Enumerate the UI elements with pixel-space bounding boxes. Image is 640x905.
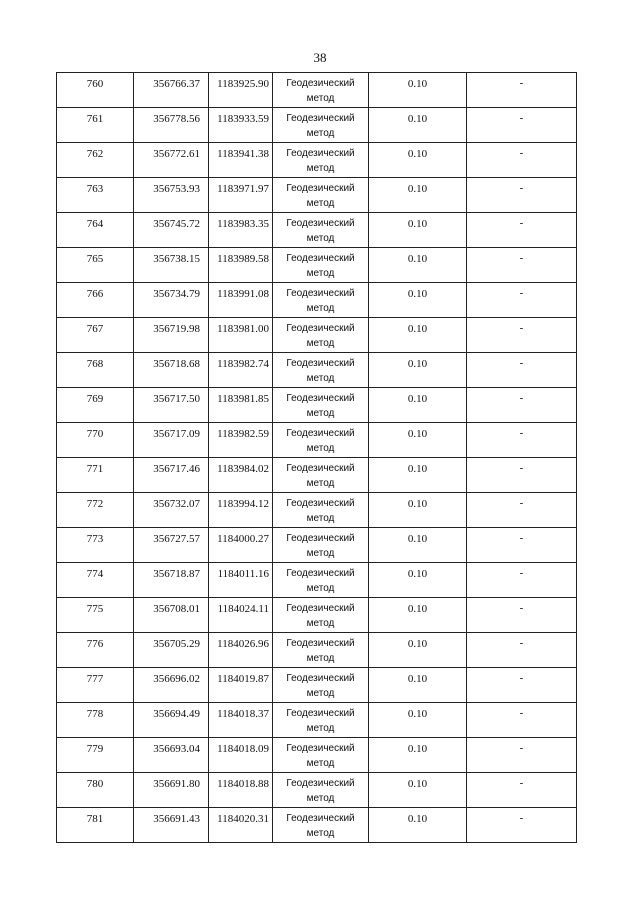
accuracy-cell: 0.10 (369, 493, 467, 528)
table-row (57, 703, 577, 738)
y-coordinate-cell: 1183941.38 (209, 143, 273, 178)
x-coordinate-cell: 356778.56 (134, 108, 209, 143)
y-coordinate-cell: 1183971.97 (209, 178, 273, 213)
x-coordinate-cell: 356753.93 (134, 178, 209, 213)
table-row (57, 458, 577, 493)
table-row (57, 808, 577, 843)
x-coordinate-cell: 356718.87 (134, 563, 209, 598)
point-number-cell: 768 (57, 353, 134, 388)
point-number-cell: 765 (57, 248, 134, 283)
x-coordinate-cell: 356693.04 (134, 738, 209, 773)
y-coordinate-cell: 1184011.16 (209, 563, 273, 598)
x-coordinate-cell: 356696.02 (134, 668, 209, 703)
accuracy-cell: 0.10 (369, 73, 467, 108)
accuracy-cell: 0.10 (369, 528, 467, 563)
note-cell: - (467, 808, 577, 843)
accuracy-cell: 0.10 (369, 668, 467, 703)
method-cell: Геодезический метод (273, 633, 369, 668)
accuracy-cell: 0.10 (369, 178, 467, 213)
table-row (57, 73, 577, 108)
method-cell: Геодезический метод (273, 108, 369, 143)
x-coordinate-cell: 356691.43 (134, 808, 209, 843)
x-coordinate-cell: 356717.09 (134, 423, 209, 458)
point-number-cell: 770 (57, 423, 134, 458)
table-row (57, 143, 577, 178)
y-coordinate-cell: 1184026.96 (209, 633, 273, 668)
y-coordinate-cell: 1183981.00 (209, 318, 273, 353)
y-coordinate-cell: 1183981.85 (209, 388, 273, 423)
note-cell: - (467, 703, 577, 738)
y-coordinate-cell: 1183933.59 (209, 108, 273, 143)
x-coordinate-cell: 356732.07 (134, 493, 209, 528)
note-cell: - (467, 108, 577, 143)
y-coordinate-cell: 1184018.09 (209, 738, 273, 773)
x-coordinate-cell: 356738.15 (134, 248, 209, 283)
method-cell: Геодезический метод (273, 178, 369, 213)
x-coordinate-cell: 356772.61 (134, 143, 209, 178)
note-cell: - (467, 388, 577, 423)
table-row (57, 633, 577, 668)
method-cell: Геодезический метод (273, 703, 369, 738)
method-cell: Геодезический метод (273, 353, 369, 388)
note-cell: - (467, 458, 577, 493)
y-coordinate-cell: 1184018.37 (209, 703, 273, 738)
y-coordinate-cell: 1183991.08 (209, 283, 273, 318)
point-number-cell: 780 (57, 773, 134, 808)
table-row (57, 423, 577, 458)
page-number: 38 (313, 50, 327, 65)
accuracy-cell: 0.10 (369, 423, 467, 458)
accuracy-cell: 0.10 (369, 808, 467, 843)
accuracy-cell: 0.10 (369, 563, 467, 598)
point-number-cell: 778 (57, 703, 134, 738)
method-cell: Геодезический метод (273, 493, 369, 528)
note-cell: - (467, 598, 577, 633)
table-row (57, 563, 577, 598)
note-cell: - (467, 318, 577, 353)
note-cell: - (467, 493, 577, 528)
point-number-cell: 762 (57, 143, 134, 178)
y-coordinate-cell: 1184020.31 (209, 808, 273, 843)
table-row (57, 528, 577, 563)
point-number-cell: 761 (57, 108, 134, 143)
table-row (57, 668, 577, 703)
accuracy-cell: 0.10 (369, 283, 467, 318)
table-row (57, 353, 577, 388)
method-cell: Геодезический метод (273, 458, 369, 493)
point-number-cell: 766 (57, 283, 134, 318)
table-row (57, 318, 577, 353)
point-number-cell: 776 (57, 633, 134, 668)
note-cell: - (467, 563, 577, 598)
x-coordinate-cell: 356705.29 (134, 633, 209, 668)
point-number-cell: 771 (57, 458, 134, 493)
point-number-cell: 764 (57, 213, 134, 248)
method-cell: Геодезический метод (273, 773, 369, 808)
x-coordinate-cell: 356719.98 (134, 318, 209, 353)
table-row (57, 248, 577, 283)
table-row (57, 283, 577, 318)
coordinates-table (56, 72, 577, 843)
method-cell: Геодезический метод (273, 738, 369, 773)
x-coordinate-cell: 356727.57 (134, 528, 209, 563)
y-coordinate-cell: 1183983.35 (209, 213, 273, 248)
method-cell: Геодезический метод (273, 143, 369, 178)
point-number-cell: 775 (57, 598, 134, 633)
x-coordinate-cell: 356734.79 (134, 283, 209, 318)
point-number-cell: 772 (57, 493, 134, 528)
point-number-cell: 777 (57, 668, 134, 703)
point-number-cell: 760 (57, 73, 134, 108)
x-coordinate-cell: 356766.37 (134, 73, 209, 108)
note-cell: - (467, 143, 577, 178)
coordinates-table-body (57, 73, 577, 843)
y-coordinate-cell: 1184024.11 (209, 598, 273, 633)
x-coordinate-cell: 356694.49 (134, 703, 209, 738)
note-cell: - (467, 73, 577, 108)
y-coordinate-cell: 1184019.87 (209, 668, 273, 703)
table-row (57, 598, 577, 633)
table-row (57, 773, 577, 808)
accuracy-cell: 0.10 (369, 738, 467, 773)
table-row (57, 213, 577, 248)
note-cell: - (467, 248, 577, 283)
accuracy-cell: 0.10 (369, 108, 467, 143)
method-cell: Геодезический метод (273, 808, 369, 843)
y-coordinate-cell: 1183982.74 (209, 353, 273, 388)
note-cell: - (467, 668, 577, 703)
accuracy-cell: 0.10 (369, 388, 467, 423)
note-cell: - (467, 773, 577, 808)
x-coordinate-cell: 356717.46 (134, 458, 209, 493)
note-cell: - (467, 213, 577, 248)
x-coordinate-cell: 356718.68 (134, 353, 209, 388)
note-cell: - (467, 353, 577, 388)
y-coordinate-cell: 1183994.12 (209, 493, 273, 528)
accuracy-cell: 0.10 (369, 633, 467, 668)
point-number-cell: 779 (57, 738, 134, 773)
method-cell: Геодезический метод (273, 213, 369, 248)
x-coordinate-cell: 356691.80 (134, 773, 209, 808)
y-coordinate-cell: 1184000.27 (209, 528, 273, 563)
table-row (57, 738, 577, 773)
note-cell: - (467, 283, 577, 318)
method-cell: Геодезический метод (273, 248, 369, 283)
accuracy-cell: 0.10 (369, 248, 467, 283)
note-cell: - (467, 423, 577, 458)
point-number-cell: 781 (57, 808, 134, 843)
accuracy-cell: 0.10 (369, 318, 467, 353)
accuracy-cell: 0.10 (369, 213, 467, 248)
method-cell: Геодезический метод (273, 598, 369, 633)
table-row (57, 388, 577, 423)
point-number-cell: 763 (57, 178, 134, 213)
method-cell: Геодезический метод (273, 423, 369, 458)
x-coordinate-cell: 356717.50 (134, 388, 209, 423)
accuracy-cell: 0.10 (369, 773, 467, 808)
accuracy-cell: 0.10 (369, 458, 467, 493)
method-cell: Геодезический метод (273, 388, 369, 423)
y-coordinate-cell: 1183984.02 (209, 458, 273, 493)
table-row (57, 108, 577, 143)
point-number-cell: 767 (57, 318, 134, 353)
accuracy-cell: 0.10 (369, 703, 467, 738)
table-row (57, 493, 577, 528)
method-cell: Геодезический метод (273, 528, 369, 563)
note-cell: - (467, 528, 577, 563)
y-coordinate-cell: 1183989.58 (209, 248, 273, 283)
y-coordinate-cell: 1183925.90 (209, 73, 273, 108)
method-cell: Геодезический метод (273, 73, 369, 108)
method-cell: Геодезический метод (273, 668, 369, 703)
point-number-cell: 774 (57, 563, 134, 598)
y-coordinate-cell: 1184018.88 (209, 773, 273, 808)
x-coordinate-cell: 356745.72 (134, 213, 209, 248)
accuracy-cell: 0.10 (369, 143, 467, 178)
method-cell: Геодезический метод (273, 283, 369, 318)
y-coordinate-cell: 1183982.59 (209, 423, 273, 458)
point-number-cell: 773 (57, 528, 134, 563)
point-number-cell: 769 (57, 388, 134, 423)
note-cell: - (467, 633, 577, 668)
accuracy-cell: 0.10 (369, 598, 467, 633)
table-row (57, 178, 577, 213)
accuracy-cell: 0.10 (369, 353, 467, 388)
method-cell: Геодезический метод (273, 563, 369, 598)
method-cell: Геодезический метод (273, 318, 369, 353)
note-cell: - (467, 178, 577, 213)
note-cell: - (467, 738, 577, 773)
x-coordinate-cell: 356708.01 (134, 598, 209, 633)
